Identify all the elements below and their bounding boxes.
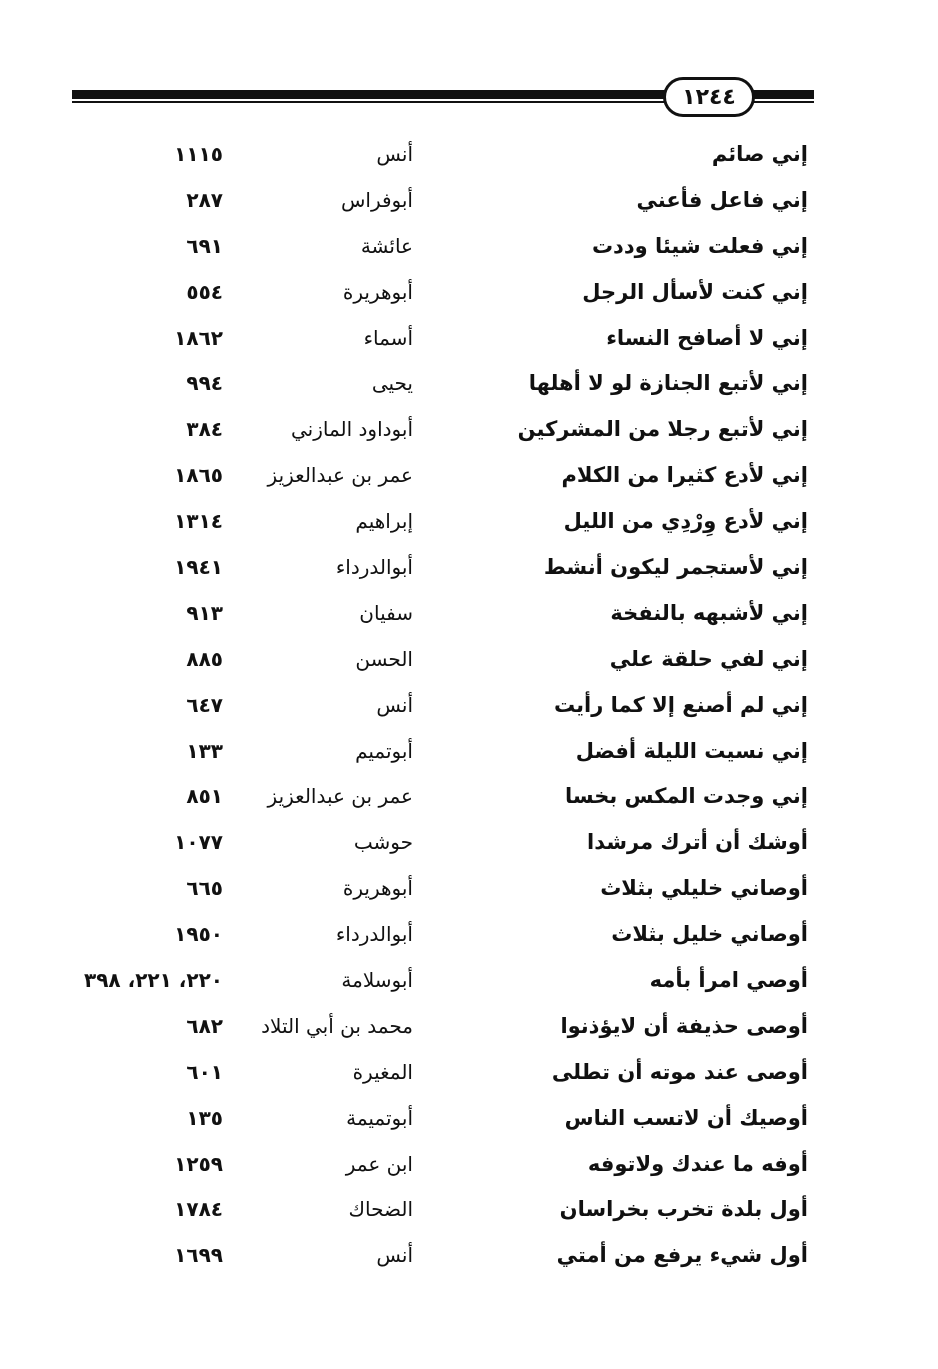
narrator-name: أبوهريرة (342, 876, 413, 901)
reference-number: ٩٩٤ (186, 371, 223, 396)
hadith-phrase: أوصاني خليل بثلاث (611, 922, 808, 947)
narrator-name: أبوتميمة (346, 1105, 413, 1130)
narrator-name: أنس (376, 1243, 413, 1268)
reference-number: ١٨٦٢ (174, 325, 223, 350)
narrator-name: أنس (376, 692, 413, 717)
index-row (0, 407, 938, 453)
index-row (0, 270, 938, 316)
hadith-phrase: إني وجدت المكس بخسا (564, 784, 808, 809)
hadith-phrase: أوصاني خليلي بثلاث (600, 876, 808, 901)
reference-number: ٢٨٧ (186, 187, 223, 212)
reference-number: ٦٦٥ (186, 876, 223, 901)
narrator-name: الضحاك (348, 1197, 413, 1222)
index-row (0, 1142, 938, 1188)
hadith-phrase: إني لأشبهه بالنفخة (610, 600, 808, 625)
narrator-name: عائشة (360, 233, 413, 258)
hadith-phrase: إني لفي حلقة علي (609, 646, 808, 671)
reference-number: ٨٨٥ (186, 646, 223, 671)
index-row (0, 178, 938, 224)
reference-number: ١٩٤١ (174, 555, 223, 580)
narrator-name: عمر بن عبدالعزيز (267, 784, 413, 809)
hadith-phrase: أول بلدة تخرب بخراسان (559, 1197, 808, 1222)
narrator-name: أبوسلامة (341, 968, 413, 993)
narrator-name: محمد بن أبي التلاد (261, 1013, 413, 1038)
index-row (0, 912, 938, 958)
reference-number: ٦٤٧ (186, 692, 223, 717)
hadith-phrase: أوصى عند موته أن تطلى (551, 1059, 808, 1084)
narrator-name: حوشب (353, 830, 413, 855)
reference-number: ١٣٣ (186, 738, 223, 763)
reference-number: ١٣١٤ (174, 509, 223, 534)
hadith-phrase: أول شيء يرفع من أمتي (556, 1243, 808, 1268)
narrator-name: أبوهريرة (342, 279, 413, 304)
reference-number: ٢٢٠، ٢٢١، ٣٩٨ (84, 968, 223, 993)
index-row (0, 729, 938, 775)
reference-number: ٦٨٢ (186, 1013, 223, 1038)
index-row (0, 132, 938, 178)
index-row (0, 637, 938, 683)
narrator-name: أبوالدرداء (335, 555, 413, 580)
reference-number: ٥٥٤ (186, 279, 223, 304)
index-row (0, 1187, 938, 1233)
reference-number: ١٦٩٩ (174, 1243, 223, 1268)
hadith-phrase: أوصى حذيفة أن لايؤذنوا (560, 1013, 808, 1038)
index-list (0, 132, 938, 1279)
index-row (0, 591, 938, 637)
hadith-phrase: إني كنت لأسأل الرجل (582, 279, 808, 304)
hadith-phrase: إني فاعل فأعني (636, 187, 808, 212)
reference-number: ١٠٧٧ (174, 830, 223, 855)
hadith-phrase: إني لم أصنع إلا كما رأيت (553, 692, 808, 717)
narrator-name: الحسن (355, 646, 413, 671)
narrator-name: ابن عمر (345, 1151, 413, 1176)
narrator-name: أبوتميم (355, 738, 413, 763)
index-row (0, 774, 938, 820)
index-row (0, 683, 938, 729)
page-number-badge (663, 77, 755, 117)
hadith-phrase: إني لأدع كثيرا من الكلام (561, 463, 808, 488)
index-row (0, 224, 938, 270)
hadith-phrase: أوفه ما عندك ولاتوفه (587, 1151, 808, 1176)
narrator-name: إبراهيم (355, 509, 413, 534)
hadith-phrase: إني صائم (711, 142, 808, 166)
narrator-name: سفيان (359, 600, 413, 625)
hadith-phrase: أوصي امرأ بأمه (649, 968, 808, 993)
narrator-name: أبوداود المازني (290, 417, 413, 442)
index-row (0, 866, 938, 912)
narrator-name: عمر بن عبدالعزيز (267, 463, 413, 488)
index-row (0, 316, 938, 362)
hadith-phrase: إني نسيت الليلة أفضل (575, 738, 808, 763)
hadith-phrase: أوصيك أن لاتسب الناس (564, 1105, 808, 1130)
hadith-phrase: إني لا أصافح النساء (606, 325, 808, 350)
hadith-phrase: أوشك أن أترك مرشدا (587, 830, 808, 855)
index-row (0, 499, 938, 545)
page-number: ١٢٤٤ (682, 84, 736, 110)
reference-number: ١٧٨٤ (174, 1197, 223, 1222)
reference-number: ٦٩١ (186, 233, 223, 258)
narrator-name: أبوالدرداء (335, 922, 413, 947)
narrator-name: أنس (376, 142, 413, 166)
index-row (0, 958, 938, 1004)
reference-number: ١١١٥ (174, 142, 223, 166)
reference-number: ٣٨٤ (186, 417, 223, 442)
narrator-name: أبوفراس (340, 187, 413, 212)
hadith-phrase: إني لأتبع الجنازة لو لا أهلها (528, 371, 808, 396)
reference-number: ١٢٥٩ (174, 1151, 223, 1176)
index-row (0, 1233, 938, 1279)
reference-number: ٦٠١ (186, 1059, 223, 1084)
narrator-name: يحيى (371, 371, 413, 396)
index-row (0, 1004, 938, 1050)
index-row (0, 820, 938, 866)
reference-number: ١٩٥٠ (174, 922, 223, 947)
reference-number: ٩١٣ (186, 600, 223, 625)
narrator-name: المغيرة (352, 1059, 413, 1084)
reference-number: ٨٥١ (186, 784, 223, 809)
hadith-phrase: إني فعلت شيئا وددت (591, 233, 808, 258)
index-row (0, 361, 938, 407)
narrator-name: أسماء (363, 325, 413, 350)
reference-number: ١٨٦٥ (174, 463, 223, 488)
index-row (0, 1050, 938, 1096)
hadith-phrase: إني لأدع وِرْدِي من الليل (563, 509, 808, 534)
reference-number: ١٣٥ (186, 1105, 223, 1130)
index-row (0, 545, 938, 591)
index-row (0, 453, 938, 499)
hadith-phrase: إني لأستجمر ليكون أنشط (543, 555, 808, 580)
index-row (0, 1096, 938, 1142)
hadith-phrase: إني لأتبع رجلا من المشركين (517, 417, 808, 442)
